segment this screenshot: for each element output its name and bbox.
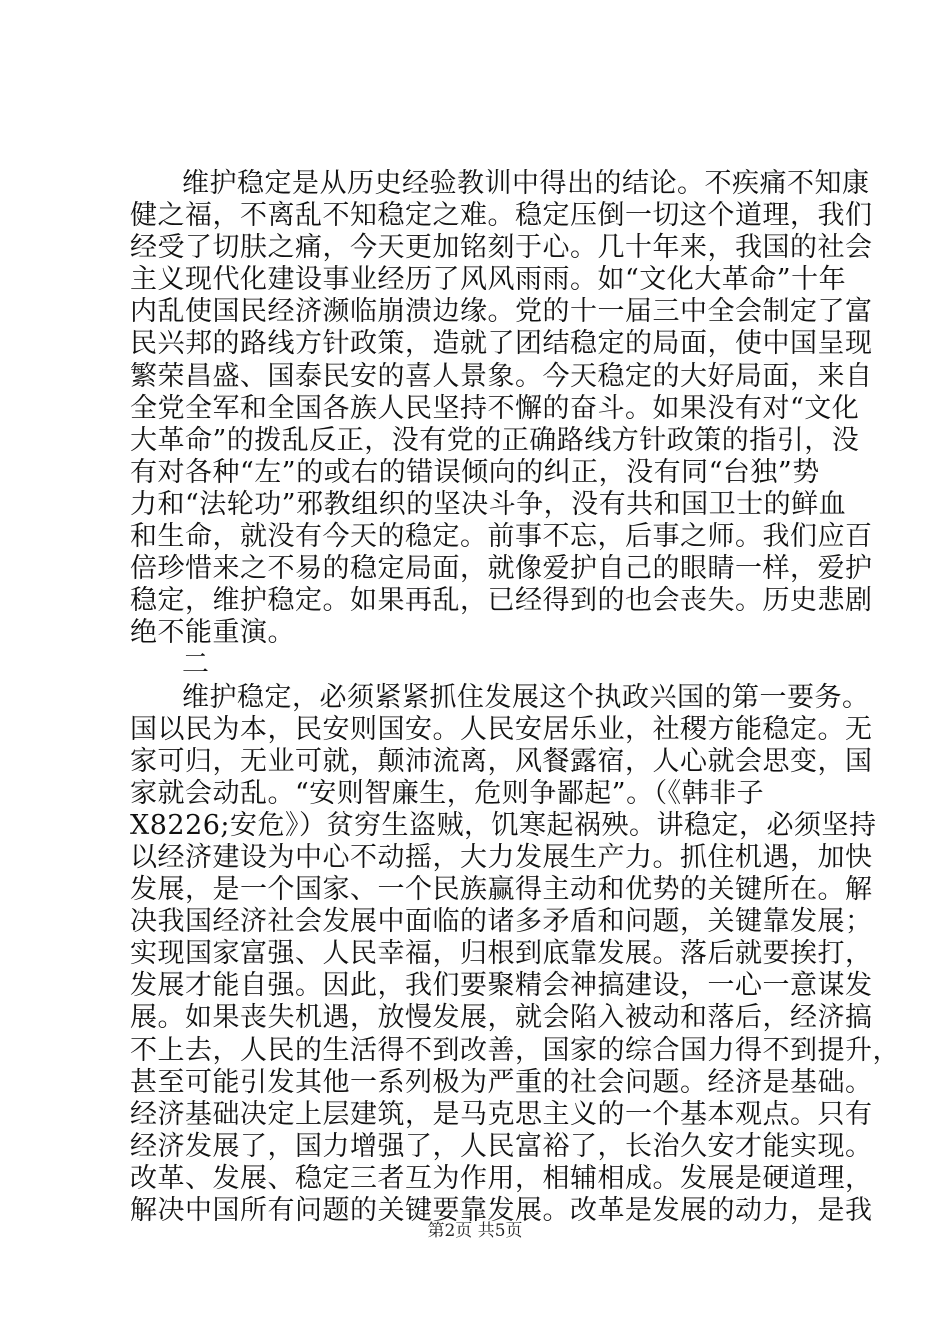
document-body [130, 168, 900, 1227]
text-line: 发展才能自强。因此，我们要聚精会神搞建设，一心一意谋发 [130, 970, 873, 1002]
text-line: 倍珍惜来之不易的稳定局面，就像爱护自己的眼睛一样，爱护 [130, 553, 873, 585]
section-number: 二 [182, 649, 210, 681]
paragraph-stability-history [130, 168, 873, 649]
text-line: 民兴邦的路线方针政策，造就了团结稳定的局面，使中国呈现 [130, 328, 873, 360]
text-line: 维护稳定是从历史经验教训中得出的结论。不疾痛不知康 [182, 168, 870, 199]
text-line: 决我国经济社会发展中面临的诸多矛盾和问题，关键靠发展； [130, 906, 873, 938]
text-line: 全党全军和全国各族人民坚持不懈的奋斗。如果没有对“文化 [130, 392, 860, 424]
text-line: 实现国家富强、人民幸福，归根到底靠发展。落后就要挨打， [130, 938, 873, 970]
text-line: X8226;安危》）贫穷生盗贼，饥寒起祸殃。讲稳定，必须坚持 [130, 809, 877, 841]
page-footer [0, 1216, 950, 1241]
text-line: 主义现代化建设事业经历了风风雨雨。如“文化大革命”十年 [130, 264, 847, 296]
page-number-label: 第2页 共5页 [427, 1221, 523, 1241]
paragraph-stability-development [130, 681, 900, 1228]
text-line: 国以民为本，民安则国安。人民安居乐业，社稷方能稳定。无 [130, 713, 873, 745]
text-line: 有对各种“左”的或右的错误倾向的纠正，没有同“台独”势 [130, 456, 820, 488]
section-heading [130, 649, 830, 681]
text-line: 甚至可能引发其他一系列极为严重的社会问题。经济是基础。 [130, 1066, 873, 1098]
text-line: 和生命，就没有今天的稳定。前事不忘，后事之师。我们应百 [130, 521, 873, 553]
text-line: 大革命”的拨乱反正，没有党的正确路线方针政策的指引，没 [130, 424, 860, 456]
text-line: 经受了切肤之痛，今天更加铭刻于心。几十年来，我国的社会 [130, 232, 873, 264]
text-line: 绝不能重演。 [130, 617, 295, 649]
text-line: 改革、发展、稳定三者互为作用，相辅相成。发展是硬道理， [130, 1162, 873, 1194]
text-line: 经济发展了，国力增强了，人民富裕了，长治久安才能实现。 [130, 1130, 873, 1162]
text-line: 力和“法轮功”邪教组织的坚决斗争，没有共和国卫士的鲜血 [130, 488, 847, 520]
text-line: 以经济建设为中心不动摇，大力发展生产力。抓住机遇，加快 [130, 841, 873, 873]
text-line: 繁荣昌盛、国泰民安的喜人景象。今天稳定的大好局面，来自 [130, 360, 873, 392]
text-line: 经济基础决定上层建筑，是马克思主义的一个基本观点。只有 [130, 1098, 873, 1130]
text-line: 展。如果丧失机遇，放慢发展，就会陷入被动和落后，经济搞 [130, 1002, 873, 1034]
text-line: 解决中国所有问题的关键要靠发展。改革是发展的动力，是我 [130, 1195, 873, 1226]
text-line: 家可归，无业可就，颠沛流离，风餐露宿，人心就会思变，国 [130, 745, 873, 777]
text-line: 不上去，人民的生活得不到改善，国家的综合国力得不到提升， [130, 1034, 900, 1066]
text-line: 家就会动乱。“安则智廉生，危则争鄙起”。（《韩非子 [130, 777, 765, 809]
text-line: 发展，是一个国家、一个民族赢得主动和优势的关键所在。解 [130, 874, 873, 906]
text-line: 稳定，维护稳定。如果再乱，已经得到的也会丧失。历史悲剧 [130, 585, 873, 617]
text-line: 内乱使国民经济濒临崩溃边缘。党的十一届三中全会制定了富 [130, 296, 873, 328]
text-line: 健之福，不离乱不知稳定之难。稳定压倒一切这个道理，我们 [130, 200, 873, 232]
text-line: 维护稳定，必须紧紧抓住发展这个执政兴国的第一要务。 [182, 681, 870, 713]
